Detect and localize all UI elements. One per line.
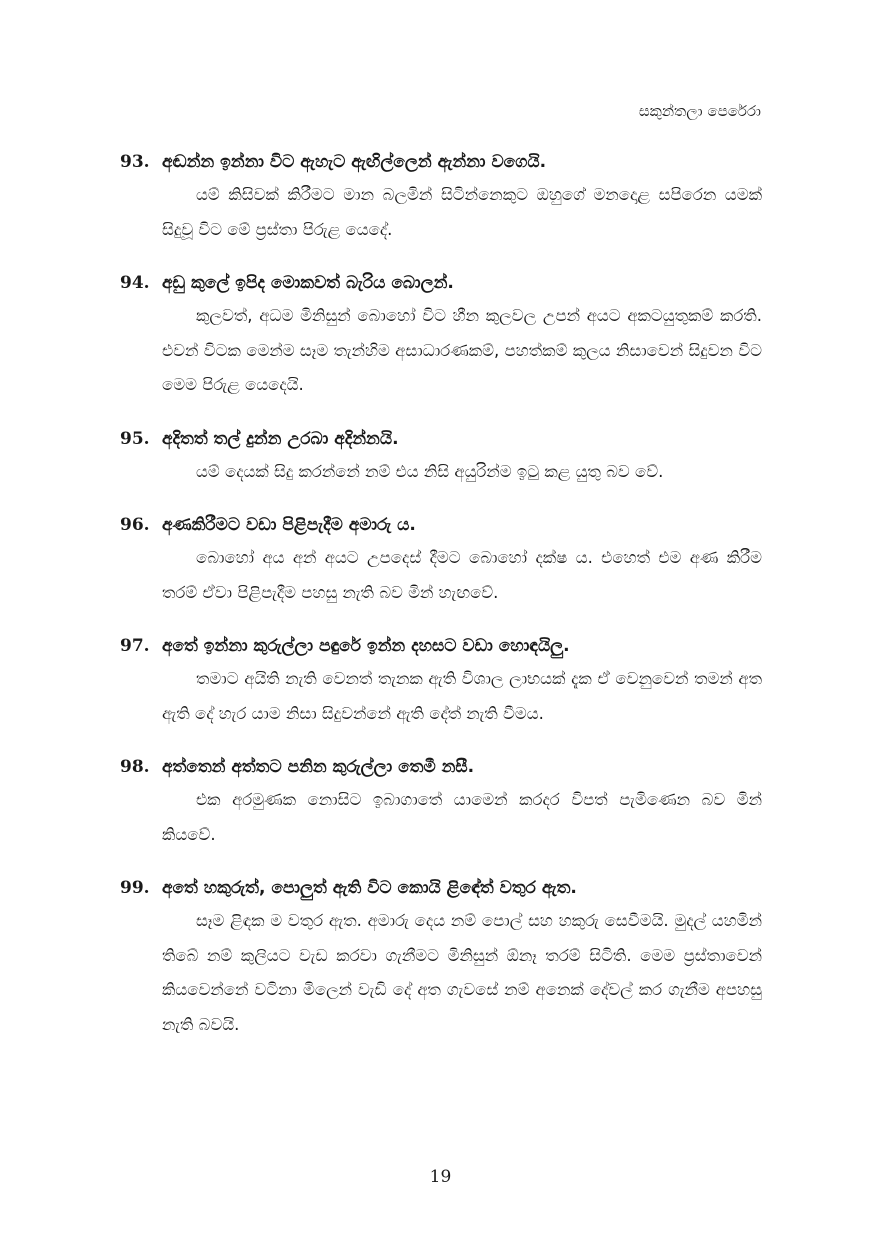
proverb-explanation: එක අරමුණක නොසිට ඉබාගාතේ යාමෙන් කරදර විපත් පැමිණෙන බව මින් කියවේ. bbox=[162, 790, 762, 844]
proverb-number: 95. bbox=[120, 428, 150, 449]
proverb-entry-95 bbox=[120, 423, 762, 490]
proverb-list bbox=[120, 146, 762, 1062]
proverb-title: අදිතත් තල් දුන්න උරබා අදින්නයි. bbox=[162, 428, 399, 449]
proverb-heading bbox=[120, 267, 762, 299]
proverb-heading bbox=[120, 751, 762, 783]
proverb-heading bbox=[120, 423, 762, 455]
proverb-title: අතේ ඉන්නා කුරුල්ලා පඳුරේ ඉන්න දහසට වඩා හොඳයිලු. bbox=[162, 636, 570, 656]
proverb-number: 98. bbox=[120, 757, 150, 777]
proverb-number: 99. bbox=[120, 878, 150, 898]
proverb-number: 97. bbox=[120, 636, 150, 656]
proverb-number: 94. bbox=[120, 273, 150, 293]
proverb-title: අණකිරීමට වඩා පිළිපැදීම අමාරු ය. bbox=[162, 515, 416, 535]
proverb-title: අත්තෙන් අත්තට පනින කුරුල්ලා තෙමී නසී. bbox=[162, 757, 475, 777]
proverb-heading bbox=[120, 630, 762, 662]
proverb-entry-94 bbox=[120, 267, 762, 403]
proverb-explanation: යම් කිසිවක් කිරීමට මාන බලමින් සිටින්නෙකුට ඔහුගේ මනදොළ සපිරෙන යමක් සිදුවූ විට මේ ප්‍රස්තා පිරුළ යෙදේ. bbox=[162, 185, 762, 239]
proverb-title: අතේ හකුරුත්, පොලුත් ඇති විට කොයි ළිඳේත් වතුර ඇත. bbox=[162, 878, 577, 898]
running-header-author: සකුන්තලා පෙරේරා bbox=[638, 102, 761, 120]
page-number: 19 bbox=[429, 1167, 452, 1187]
proverb-explanation: යම් දෙයක් සිදු කරන්නේ නම් එය නිසි අයුරින්ම ඉටු කළ යුතු බව වේ. bbox=[196, 461, 664, 481]
proverb-entry-97 bbox=[120, 630, 762, 731]
proverb-number: 93. bbox=[120, 152, 150, 172]
proverb-explanation: කුලවත්, අධම මිනිසුන් බොහෝ විට හීන කුලවල උපන් අයට අකටයුතුකම් කරති. එවන් විටක මෙන්ම සෑම තැන්හිම අසාධාරණකම්, පහත්කම් කුලය නිසාවෙන් සිදුවන විට මෙම පිරුළ යෙදෙයි. bbox=[162, 306, 762, 394]
proverb-entry-98 bbox=[120, 751, 762, 852]
proverb-title: අඬන්න ඉන්නා විට ඇහැට ඇඟිල්ලෙන් ඇන්නා වගෙයි. bbox=[162, 152, 547, 172]
proverb-heading bbox=[120, 146, 762, 178]
proverb-heading bbox=[120, 872, 762, 904]
proverb-explanation: බොහෝ අය අන් අයට උපදෙස් දීමට බොහෝ දක්ෂ ය. එහෙත් එම අණ කිරීම තරම් ඒවා පිළිපැදීම පහසු නැති බව මින් හැඟවේ. bbox=[162, 548, 762, 602]
proverb-explanation: තමාට අයිති නැති වෙනත් තැනක ඇති විශාල ලාභයක් දැක ඒ වෙනුවෙන් තමන් අත ඇති දේ හැර යාම නිසා සිදුවන්නේ ඇති දේත් නැති වීමය. bbox=[162, 669, 762, 723]
proverb-number: 96. bbox=[120, 515, 150, 535]
proverb-explanation: සෑම ළිඳක ම වතුර ඇත. අමාරු දෙය නම් පොල් සහ හකුරු සෙවීමයි. මුදල් යහමින් තිබේ නම් කුලියට වැඩ කරවා ගැනීමට මිනිසුන් ඕනෑ තරම් සිටිති. මෙම ප්‍රස්තාවෙන් කියවෙන්නේ වටිනා මිලෙන් වැඩි දේ අත ගැවසේ නම් අනෙක් දේවල් කර ගැනීම අපහසු නැති බවයි. bbox=[162, 911, 762, 1034]
proverb-entry-93 bbox=[120, 146, 762, 247]
proverb-entry-96 bbox=[120, 509, 762, 610]
proverb-entry-99 bbox=[120, 872, 762, 1042]
proverb-heading bbox=[120, 509, 762, 541]
proverb-title: අඩු කුලේ ඉපිද මොකවත් බැරිය බොලන්. bbox=[162, 273, 454, 293]
